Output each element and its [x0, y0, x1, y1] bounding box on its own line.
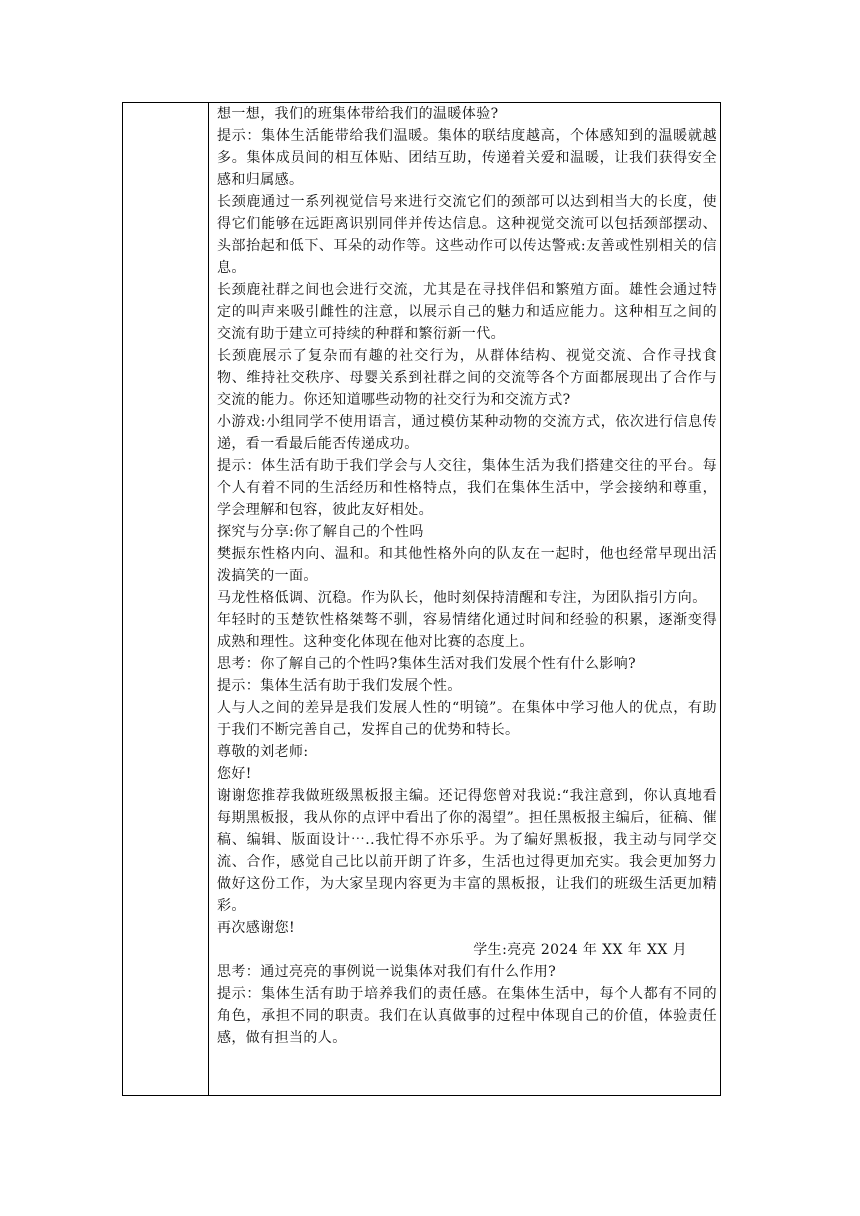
paragraph: 长颈鹿社群之间也会进行交流，尤其是在寻找伴侣和繁殖方面。雄性会通过特定的叫声来吸引雌性的注意，以展示自己的魅力和适应能力。这种相互之间的交流有助于建立可持续的种群和繁衍新一代。: [217, 282, 717, 342]
paragraph: 提示：体生活有助于我们学会与人交往，集体生活为我们搭建交往的平台。每个人有着不同的生活经历和性格特点，我们在集体生活中，学会接纳和尊重，学会理解和包容，彼此友好相处。: [217, 458, 717, 518]
paragraph: 提示：集体生活有助于我们发展个性。: [217, 678, 462, 694]
paragraph: 马龙性格低调、沉稳。作为队长，他时刻保持清醒和专注，为团队指引方向。: [217, 590, 707, 606]
table-left-column: [123, 103, 209, 1095]
table-content-cell: [217, 103, 717, 1095]
letter-signature: 学生:亮亮 2024 年 XX 年 XX 月: [473, 942, 687, 958]
paragraph: 年轻时的玉楚钦性格桀骜不驯，容易情绪化通过时间和经验的积累，逐渐变得成熟和理性。这种变化体现在他对比赛的态度上。: [217, 612, 717, 650]
paragraph: 提示：集体生活有助于培养我们的责任感。在集体生活中，每个人都有不同的角色，承担不同的职责。我们在认真做事的过程中体现自己的价值，体验责任感，做有担当的人。: [217, 986, 717, 1046]
paragraph: 长颈鹿通过一系列视觉信号来进行交流它们的颈部可以达到相当大的长度，使得它们能够在远距离识别同伴并传达信息。这种视觉交流可以包括颈部摆动、头部抬起和低下、耳朵的动作等。这些动作可以传达警戒:友善或性别相关的信息。: [217, 194, 717, 276]
paragraph: 人与人之间的差异是我们发展人性的“明镜”。在集体中学习他人的优点，有助于我们不断完善自己，发挥自己的优势和特长。: [217, 700, 717, 738]
letter-salutation: 尊敬的刘老师:: [217, 744, 309, 760]
paragraph: 探究与分享:你了解自己的个性吗: [217, 524, 424, 540]
letter-body: 谢谢您推荐我做班级黑板报主编。还记得您曾对我说:“我注意到，你认真地看每期黑板报，我从你的点评中看出了你的渴望”。担任黑板报主编后，征稿、催稿、编辑、版面设计⋯..我忙得不亦乐乎。为了编好黑板报，我主动与同学交流、合作，感觉自己比以前开朗了许多，生活也过得更加充实。我会更加努力做好这份工作，为大家呈现内容更为丰富的黑板报，让我们的班级生活更加精彩。: [217, 788, 717, 914]
paragraph: 思考：通过亮亮的事例说一说集体对我们有什么作用?: [217, 964, 557, 980]
paragraph: 提示：集体生活能带给我们温暖。集体的联结度越高，个体感知到的温暖就越多。集体成员间的相互体贴、团结互助，传递着关爱和温暖，让我们获得安全感和归属感。: [217, 128, 717, 188]
letter-closing: 再次感谢您!: [217, 920, 296, 936]
letter-greeting: 您好!: [217, 766, 252, 782]
paragraph: 小游戏:小组同学不使用语言，通过模仿某种动物的交流方式，依次进行信息传递，看一看最后能否传递成功。: [217, 414, 717, 452]
paragraph: 长颈鹿展示了复杂而有趣的社交行为，从群体结构、视觉交流、合作寻找食物、维持社交秩序、母婴关系到社群之间的交流等各个方面都展现出了合作与交流的能力。你还知道哪些动物的社交行为和交流方式?: [217, 348, 717, 408]
paragraph: 樊振东性格内向、温和。和其他性格外向的队友在一起时，他也经常早现出活泼搞笑的一面。: [217, 546, 717, 584]
document-table: [122, 102, 721, 1096]
paragraph: 思考：你了解自己的个性吗?集体生活对我们发展个性有什么影响?: [217, 656, 637, 672]
paragraph: 想一想，我们的班集体带给我们的温暖体验?: [217, 106, 499, 122]
